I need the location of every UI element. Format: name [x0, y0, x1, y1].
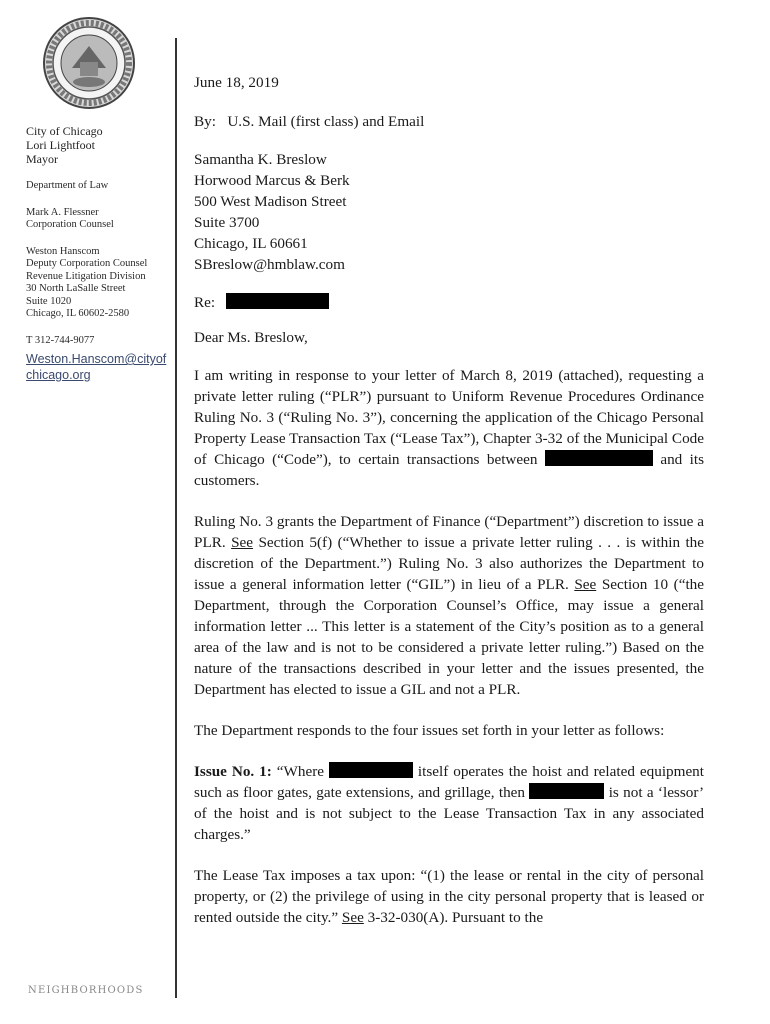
paragraph-5-text-b: 3-32-030(A). Pursuant to the	[367, 909, 544, 926]
paragraph-3: The Department responds to the four issues set forth in your letter as follows:	[194, 722, 665, 739]
recipient-address	[194, 149, 704, 275]
recipient-suite: Suite 3700	[194, 214, 260, 231]
re-label: Re:	[194, 294, 216, 311]
paragraph-2-text-a: Ruling No. 3 grants the Department of Finance (“Department”) discretion to issue a PLR.	[194, 513, 704, 551]
email-part-2: chicago.org	[26, 368, 91, 382]
see-reference: See	[341, 909, 364, 926]
city-seal-icon	[42, 16, 136, 110]
issue-text-c: is not a ‘lessor’ of the hoist and is not subject to the Lease Transaction Tax in any associated charges.”	[194, 784, 705, 843]
divider-line	[175, 38, 177, 998]
recipient-email: SBreslow@hmblaw.com	[194, 256, 345, 273]
paragraph-2-text-b: Section 5(f) (“Whether to issue a private letter ruling . . . is within the discretion of the Department.”) Ruling No. 3 also authorizes the Department to issue a general information letter (“GIL”) in lieu of a PLR.	[194, 534, 705, 593]
redaction-box	[545, 450, 653, 466]
paragraph-2	[194, 511, 704, 700]
delivery-line	[194, 111, 704, 132]
recipient-city: Chicago, IL 60661	[194, 235, 308, 252]
issue-1	[194, 761, 704, 845]
issue-label: Issue No. 1:	[194, 763, 272, 780]
email-link[interactable]	[26, 351, 176, 383]
mayor-name: Lori Lightfoot	[26, 138, 95, 152]
redaction-box	[226, 293, 329, 309]
letter-date: June 18, 2019	[194, 74, 279, 91]
issue-text-a: “Where	[276, 763, 324, 780]
sidebar	[26, 124, 176, 383]
salutation: Dear Ms. Breslow,	[194, 329, 308, 346]
delivery-method: U.S. Mail (first class) and Email	[227, 113, 425, 130]
see-reference: See	[231, 534, 254, 551]
paragraph-5	[194, 865, 704, 928]
counsel-title: Corporation Counsel	[26, 219, 114, 230]
counsel-name: Mark A. Flessner	[26, 206, 99, 218]
email-part-1: Weston.Hanscom@cityof	[26, 352, 167, 366]
see-reference: See	[574, 576, 597, 593]
paragraph-1-text-a: I am writing in response to your letter of March 8, 2019 (attached), requesting a private letter ruling (“PLR”) pursuant to Uniform Revenue Procedures Ordinance Ruling No. 3 (“Ruling No. 3”), concerning the application of the Chicago Personal Property Lease Transaction Tax (“Lease Tax”), Chapter 3-32 of the Municipal Code of Chicago (“Code”), to certain transactions between	[194, 367, 704, 468]
delivery-label: By:	[194, 113, 216, 130]
paragraph-5-text-a: The Lease Tax imposes a tax upon: “(1) the lease or rental in the city of personal property, or (2) the privilege of using in the city personal property that is leased or rented outside the city.”	[194, 867, 704, 926]
mayor-title: Mayor	[26, 152, 58, 166]
department-name: Department of Law	[26, 180, 109, 191]
recipient-firm: Horwood Marcus & Berk	[194, 172, 350, 189]
city-name: City of Chicago	[26, 124, 103, 138]
recipient-street: 500 West Madison Street	[194, 193, 347, 210]
footer-neighborhoods: NEIGHBORHOODS	[28, 985, 144, 996]
paragraph-1	[194, 365, 704, 491]
phone: T 312-744-9077	[26, 334, 95, 346]
recipient-name: Samantha K. Breslow	[194, 151, 327, 168]
paragraph-1-text-b: and its customers.	[194, 451, 705, 489]
deputy-title: Deputy Corporation Counsel	[26, 258, 148, 269]
suite: Suite 1020	[26, 295, 72, 307]
city-zip: Chicago, IL 60602-2580	[26, 308, 130, 319]
redaction-box	[329, 762, 413, 778]
division: Revenue Litigation Division	[26, 270, 146, 282]
issue-text-b: itself operates the hoist and related equipment such as floor gates, gate extensions, and grillage, then	[194, 763, 704, 801]
redaction-box	[529, 783, 604, 799]
street: 30 North LaSalle Street	[26, 283, 126, 294]
re-line	[194, 292, 704, 313]
letter-body	[194, 72, 704, 928]
deputy-name: Weston Hanscom	[26, 245, 100, 257]
paragraph-2-text-c: Section 10 (“the Department, through the Corporation Counsel’s Office, may issue a general information letter ... This letter is a statement of the City’s position as to a general area of the law and is not to be considered a private letter ruling.”) Based on the nature of the transactions described in your letter and the issues presented, the Department has elected to issue a GIL and not a PLR.	[194, 576, 705, 698]
